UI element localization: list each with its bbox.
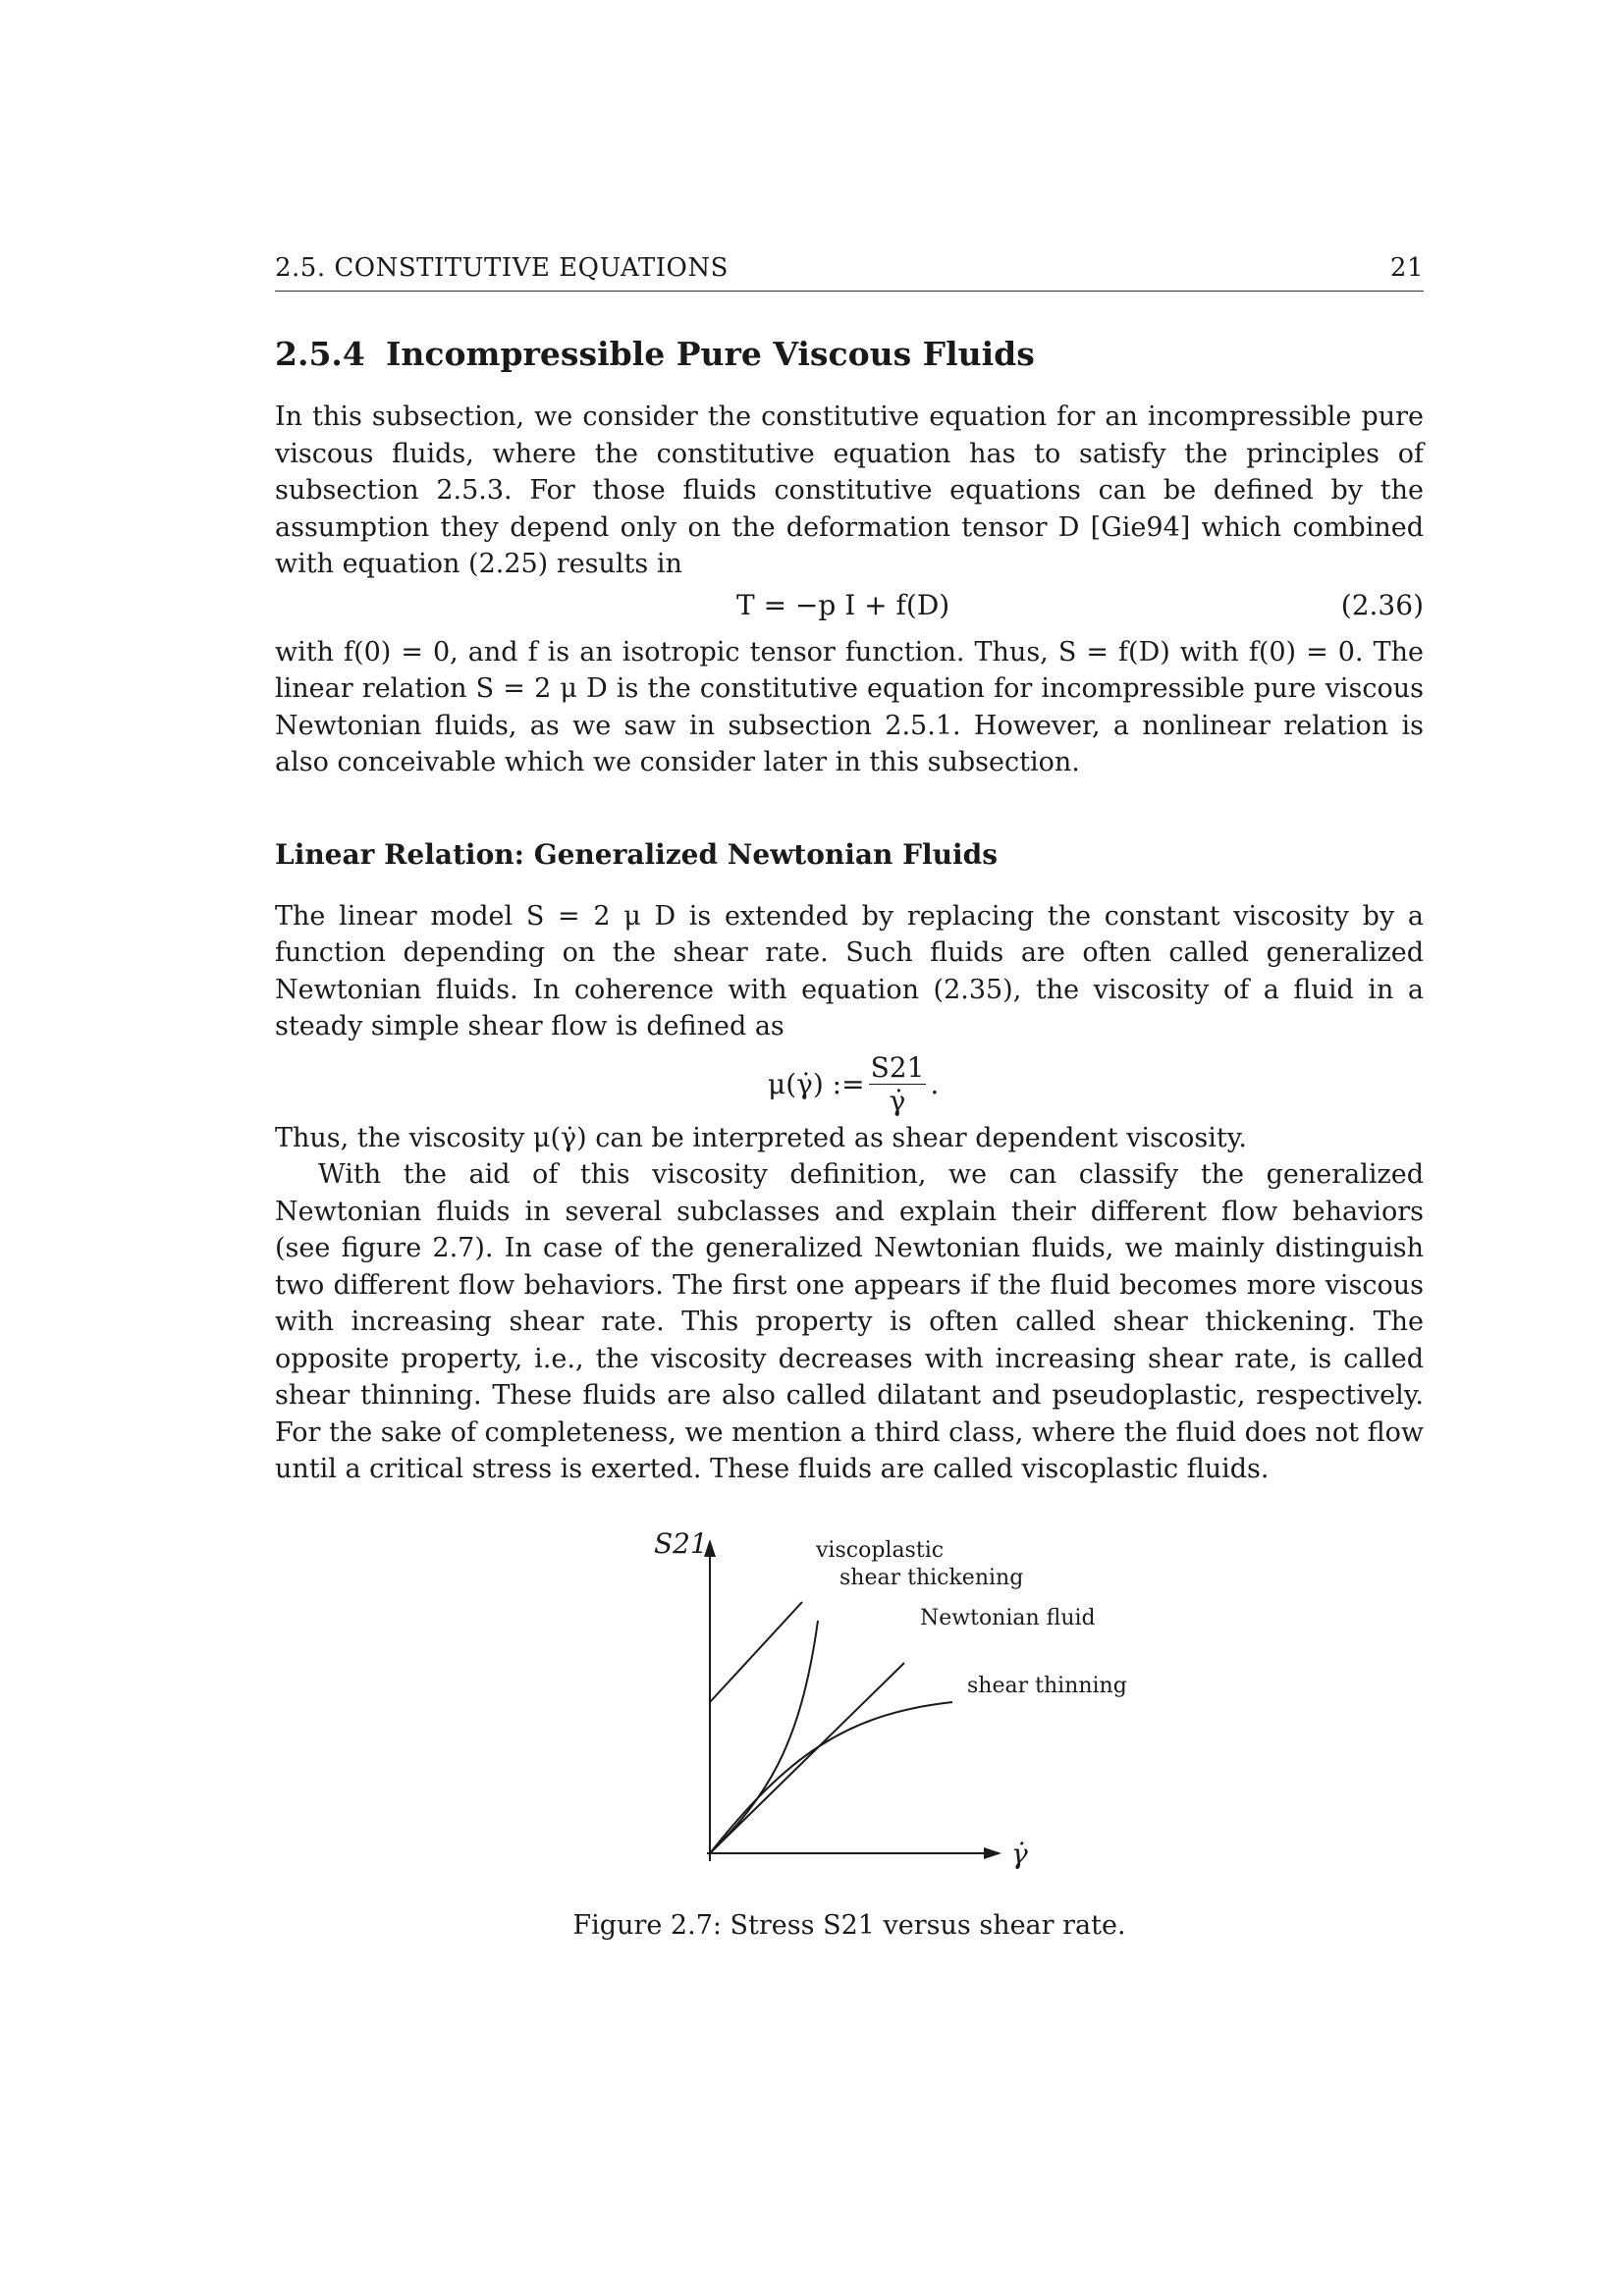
x-axis-label: γ̇: [1011, 1837, 1028, 1870]
viscosity-lhs: μ(γ̇) :=: [768, 1067, 865, 1100]
page-number: 21: [1389, 253, 1424, 283]
section-heading: [275, 335, 1424, 373]
paragraph-isotropic: with f(0) = 0, and f is an isotropic tensor function. Thus, S = f(D) with f(0) = 0. The linear relation S = 2 μ D is the constitutive equation for incompressible pure viscous Newtonian fluids, as we saw in subsection 2.5.1. However, a nonlinear relation is also conceivable which we consider later in this subsection.: [275, 636, 1424, 777]
fraction-numerator: S21: [870, 1050, 925, 1084]
section-title: Incompressible Pure Viscous Fluids: [386, 335, 1035, 373]
curve-newtonian: [710, 1663, 904, 1853]
label-shear-thinning: shear thinning: [967, 1673, 1127, 1698]
curve-viscoplastic: [710, 1602, 802, 1702]
label-newtonian: Newtonian fluid: [920, 1605, 1096, 1630]
label-shear-thickening: shear thickening: [839, 1565, 1024, 1590]
x-axis-arrow-icon: [984, 1847, 1001, 1859]
y-axis-label: [654, 1527, 708, 1560]
viscosity-end: .: [930, 1067, 940, 1100]
paragraph-shear-dependent: Thus, the viscosity μ(γ̇) can be interpreted as shear dependent viscosity.: [275, 1122, 1247, 1153]
equation-2-36: [275, 583, 1424, 634]
equation-number: (2.36): [1340, 588, 1424, 621]
label-viscoplastic: viscoplastic: [816, 1537, 945, 1563]
fraction-denominator: γ̇: [889, 1084, 906, 1117]
page: [275, 253, 1424, 1941]
equation-body: T = −p I + f(D): [736, 588, 950, 621]
running-head: [275, 253, 1424, 292]
figure-caption: Figure 2.7: Stress S21 versus shear rate.: [572, 1909, 1126, 1941]
viscosity-definition: [275, 1045, 1424, 1120]
paragraph-linear-model: The linear model S = 2 μ D is extended by replacing the constant viscosity by a function depending on the shear rate. Such fluids are often called generalized Newtonian fluids. In coherence with equation (2.35), the viscosity of a fluid in a steady simple shear flow is defined as: [275, 900, 1424, 1041]
running-head-title: 2.5. CONSTITUTIVE EQUATIONS: [275, 253, 729, 283]
curve-shear-thickening: [710, 1621, 818, 1853]
paragraph-intro: In this subsection, we consider the constitutive equation for an incompressible pure viscous fluids, where the constitutive equation has to satisfy the principles of subsection 2.5.3. For those fluids constitutive equations can be defined by the assumption they depend only on the deformation tensor D [Gie94] which combined with equation (2.25) results in: [275, 401, 1424, 579]
figure-2-7: [275, 1518, 1424, 1941]
subsection-heading: Linear Relation: Generalized Newtonian Fluids: [275, 837, 999, 871]
y-axis-label-text: S21: [654, 1526, 708, 1560]
section-number: 2.5.4: [275, 335, 365, 373]
paragraph-classes: With the aid of this viscosity definition, we can classify the generalized Newtonian fluids in several subclasses and explain their different flow behaviors (see figure 2.7). In case of the generalized Newtonian fluids, we mainly distinguish two different flow behaviors. The first one appears if the fluid becomes more viscous with increasing shear rate. This property is often called shear thickening. The opposite property, i.e., the viscosity decreases with increasing shear rate, is called shear thinning. These fluids are also called dilatant and pseudoplastic, respectively. For the sake of completeness, we mention a third class, where the fluid does not flow until a critical stress is exerted. These fluids are called viscoplastic fluids.: [275, 1159, 1424, 1484]
stress-shear-rate-diagram: [275, 1518, 1424, 1891]
curve-shear-thinning: [710, 1702, 952, 1853]
viscosity-fraction: [869, 1051, 927, 1117]
